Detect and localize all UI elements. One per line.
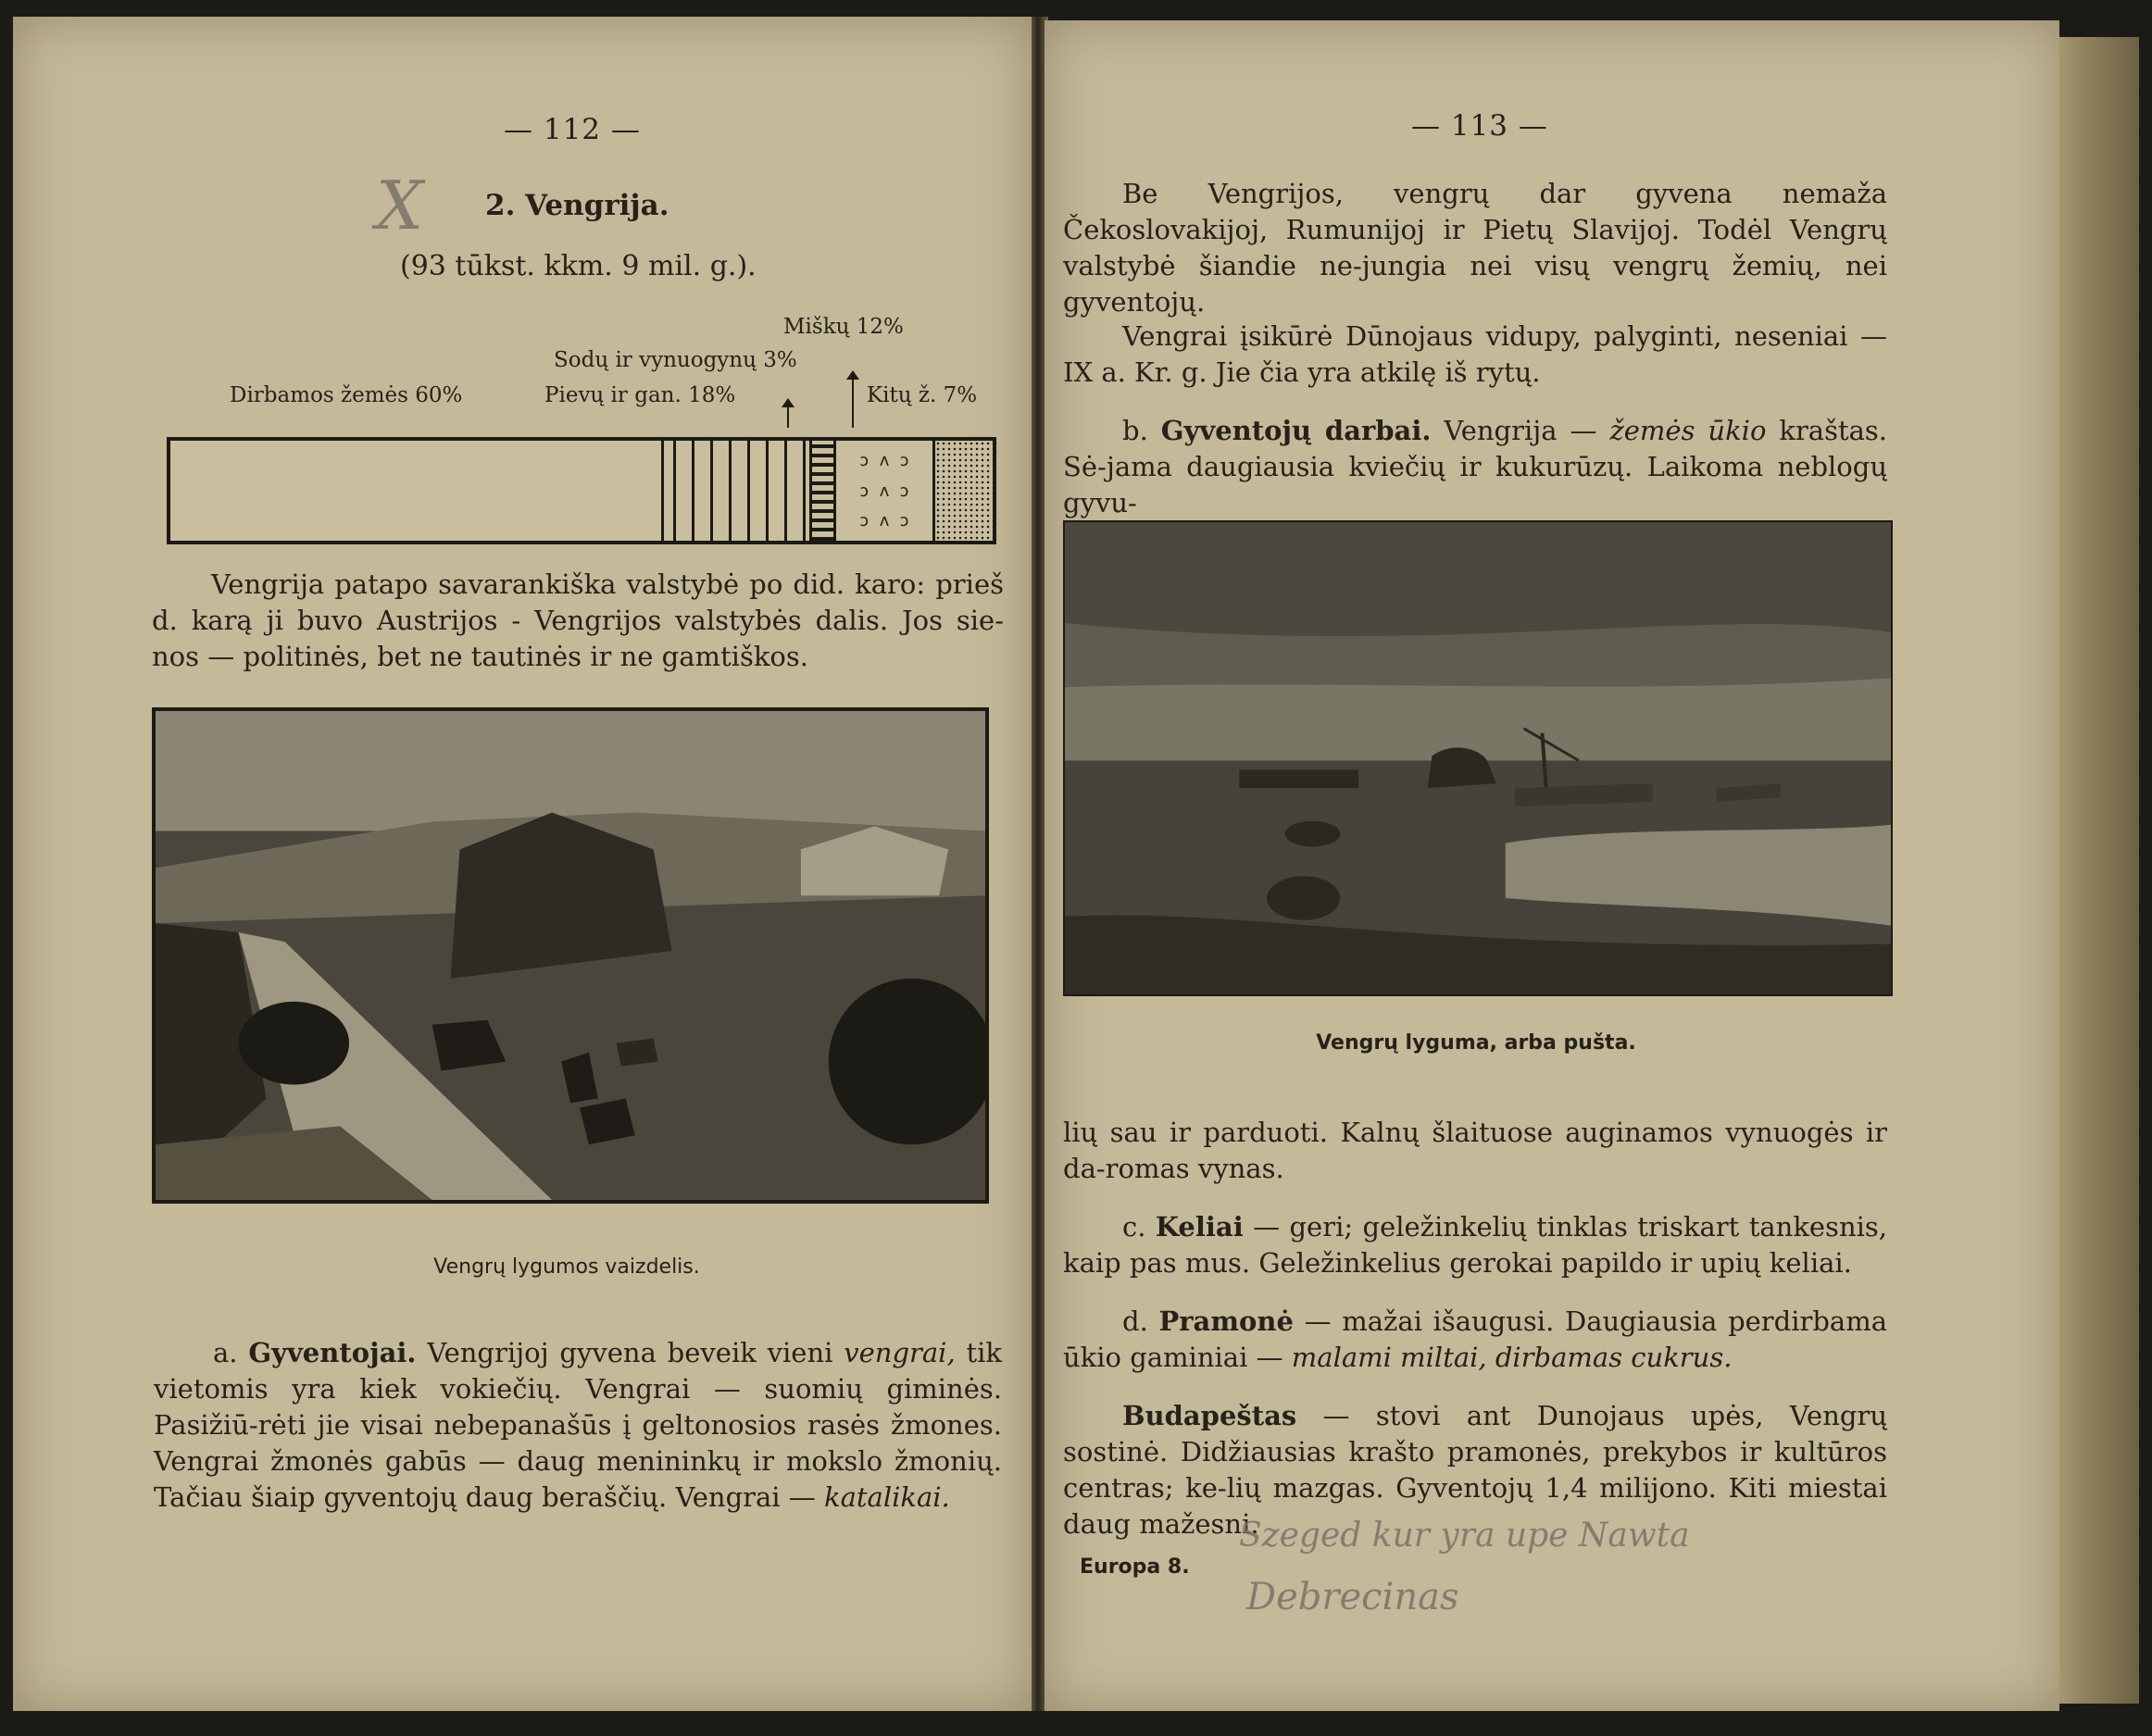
pencil-note: Szeged kur yra upe Nawta bbox=[1239, 1517, 1690, 1555]
engraving-hungarian-plain bbox=[152, 707, 989, 1204]
paragraph-text: Be Vengrijos, vengrų dar gyvena nemaža Čekoslovakijoj, Rumunijoj ir Pietų Slavijoj. Todėl Vengrų valstybė šiandie ne-jungia nei visų vengrų žemių, nei gyventojų. bbox=[1063, 178, 1887, 318]
paragraph-text: lių sau ir parduoti. Kalnų šlaituose auginamos vynuogės ir da-romas vynas. bbox=[1063, 1117, 1887, 1184]
budapest-title: Budapeštas bbox=[1122, 1400, 1297, 1431]
label-meadows: Pievų ir gan. 18% bbox=[544, 383, 736, 407]
section-title: Gyventojai. bbox=[248, 1337, 417, 1368]
right-page bbox=[1045, 20, 2059, 1711]
paragraph-2 bbox=[1063, 318, 1887, 391]
section-a bbox=[154, 1335, 1002, 1516]
section-text: kraštas. Sė-jama daugiausia kviečių ir kukurūzų. Laikoma neblogų gyvu- bbox=[1063, 415, 1888, 518]
section-b bbox=[1063, 413, 1887, 521]
forest-symbol: ɔ ʌ ɔ bbox=[858, 481, 910, 501]
section-label: c. bbox=[1122, 1211, 1146, 1243]
segment-gardens bbox=[812, 441, 837, 541]
section-text: Vengrija — bbox=[1444, 415, 1597, 446]
land-use-bar bbox=[167, 437, 996, 544]
forest-symbol: ɔ ʌ ɔ bbox=[858, 510, 910, 531]
intro-paragraph bbox=[152, 567, 1004, 675]
section-emphasis: katalikai. bbox=[824, 1481, 950, 1513]
page-number: — 113 — bbox=[1411, 109, 1548, 143]
signature-mark: Europa 8. bbox=[1080, 1555, 1190, 1579]
section-label: d. bbox=[1122, 1305, 1148, 1337]
label-arable: Dirbamos žemės 60% bbox=[230, 383, 463, 407]
pencil-mark: X bbox=[376, 167, 424, 244]
segment-meadows bbox=[664, 441, 812, 541]
section-emphasis: vengrai, bbox=[844, 1337, 956, 1368]
arrow-meadows bbox=[787, 406, 789, 428]
section-text: tik vietomis yra kiek vokiečių. Vengrai — suomių giminės. Pasižiū-rėti jie visai nebepanašūs į geltonosios rasės žmones. Vengrai žmonės gabūs — daug menininkų ir mokslo žmonių. Tačiau šiaip gyventojų daug beraščių. Vengrai — bbox=[154, 1337, 1003, 1513]
segment-forests bbox=[836, 441, 935, 541]
left-page bbox=[13, 17, 1032, 1711]
intro-line: Vengrija patapo savarankiška valstybė po did. karo: prieš bbox=[211, 568, 1004, 600]
figure-caption: Vengrų lyguma, arba pušta. bbox=[1316, 1031, 1636, 1055]
label-forests: Miškų 12% bbox=[783, 315, 904, 339]
section-text: Vengrijoj gyvena beveik vieni bbox=[427, 1337, 833, 1368]
section-title: Gyventojų darbai. bbox=[1160, 415, 1432, 446]
intro-line: d. karą ji buvo Austrijos - Vengrijos valstybės dalis. Jos sie- bbox=[152, 605, 1004, 636]
section-label: a. bbox=[213, 1337, 238, 1368]
label-other: Kitų ž. 7% bbox=[867, 383, 978, 407]
budapest-text: — stovi ant Dunojaus upės, Vengrų sostinė. Didžiausias krašto pramonės, prekybos ir kultūros centras; ke-lių mazgas. Gyventojų 1,4 milijono. Kiti miestai daug mažesni. bbox=[1063, 1400, 1888, 1540]
paragraph-text: Vengrai įsikūrė Dūnojaus vidupy, palyginti, neseniai — IX a. Kr. g. Jie čia yra atkilę iš rytų. bbox=[1063, 320, 1887, 388]
label-gardens: Sodų ir vynuogynų 3% bbox=[554, 348, 797, 372]
section-label: b. bbox=[1122, 415, 1148, 446]
subheading: (93 tūkst. kkm. 9 mil. g.). bbox=[400, 250, 757, 282]
heading-number: 2. bbox=[485, 189, 516, 222]
segment-other bbox=[935, 441, 993, 541]
engraving-puszta bbox=[1063, 520, 1893, 996]
section-d bbox=[1063, 1304, 1887, 1376]
section-title: Keliai bbox=[1155, 1211, 1244, 1243]
pencil-note: Debrecinas bbox=[1246, 1576, 1459, 1618]
figure-caption: Vengrų lygumos vaizdelis. bbox=[433, 1255, 700, 1279]
heading-title: Vengrija. bbox=[525, 189, 669, 222]
page-edges bbox=[2056, 37, 2139, 1704]
section-heading bbox=[485, 189, 669, 222]
section-emphasis: žemės ūkio bbox=[1609, 415, 1767, 446]
section-title: Pramonė bbox=[1158, 1305, 1294, 1337]
intro-line: nos — politinės, bet ne tautinės ir ne gamtiškos. bbox=[152, 641, 808, 672]
section-emphasis: malami miltai, dirbamas cukrus. bbox=[1291, 1342, 1733, 1373]
segment-arable bbox=[170, 441, 664, 541]
page-number: — 112 — bbox=[504, 113, 641, 146]
paragraph-3 bbox=[1063, 1115, 1887, 1187]
paragraph-1 bbox=[1063, 176, 1887, 320]
section-c bbox=[1063, 1209, 1887, 1281]
section-text: — geri; geležinkelių tinklas triskart tankesnis, kaip pas mus. Geležinkelius gerokai papildo ir upių keliai. bbox=[1063, 1211, 1887, 1279]
forest-symbol: ɔ ʌ ɔ bbox=[858, 451, 910, 471]
arrow-forests bbox=[852, 378, 854, 428]
section-text: — mažai išaugusi. Daugiausia perdirbama ūkio gaminiai — bbox=[1063, 1305, 1888, 1373]
